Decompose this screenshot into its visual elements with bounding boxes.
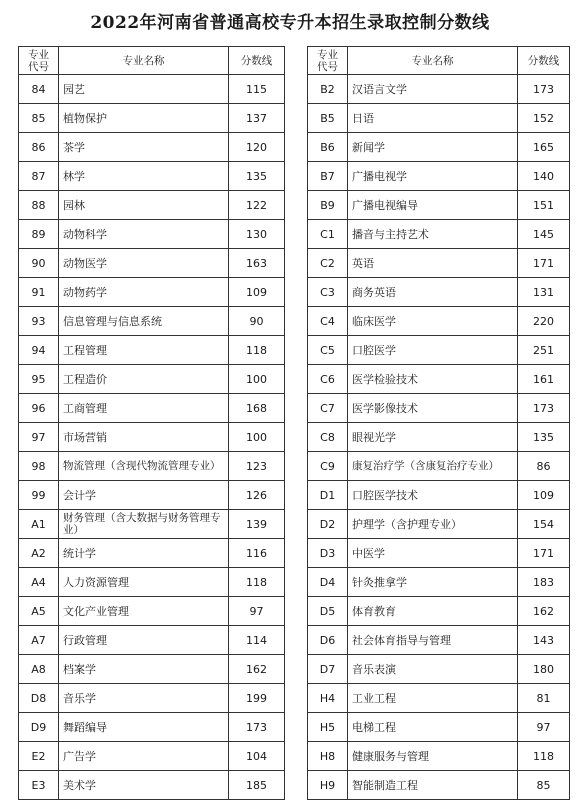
score-cell: 139 [229, 510, 285, 539]
major-code-cell: 86 [19, 133, 59, 162]
major-name-cell: 行政管理 [59, 626, 229, 655]
score-cell: 122 [229, 191, 285, 220]
score-cell: 131 [518, 278, 570, 307]
score-cell: 97 [518, 713, 570, 742]
header-major-name: 专业名称 [348, 47, 518, 75]
major-name-cell: 康复治疗学（含康复治疗专业） [348, 452, 518, 481]
major-name-cell: 工商管理 [59, 394, 229, 423]
major-code-cell: A4 [19, 568, 59, 597]
major-code-cell: 99 [19, 481, 59, 510]
score-cell: 199 [229, 684, 285, 713]
major-code-cell: B9 [308, 191, 348, 220]
table-row [308, 278, 570, 307]
major-name-cell: 动物科学 [59, 220, 229, 249]
major-name-cell: 广告学 [59, 742, 229, 771]
major-code-cell: E2 [19, 742, 59, 771]
major-name-cell: 英语 [348, 249, 518, 278]
score-table-left [18, 46, 285, 800]
table-row [308, 394, 570, 423]
table-row [19, 278, 285, 307]
table-row [19, 713, 285, 742]
major-code-cell: B6 [308, 133, 348, 162]
major-code-cell: C3 [308, 278, 348, 307]
table-row [19, 626, 285, 655]
major-name-cell: 体育教育 [348, 597, 518, 626]
major-name-cell: 医学检验技术 [348, 365, 518, 394]
major-code-cell: 88 [19, 191, 59, 220]
major-name-cell: 口腔医学技术 [348, 481, 518, 510]
score-cell: 120 [229, 133, 285, 162]
score-cell: 145 [518, 220, 570, 249]
major-name-cell: 日语 [348, 104, 518, 133]
major-code-cell: 93 [19, 307, 59, 336]
table-row [308, 481, 570, 510]
table-row [19, 539, 285, 568]
major-name-cell: 物流管理（含现代物流管理专业） [59, 452, 229, 481]
major-code-cell: C5 [308, 336, 348, 365]
table-row [19, 133, 285, 162]
table-row [19, 220, 285, 249]
score-cell: 168 [229, 394, 285, 423]
score-cell: 86 [518, 452, 570, 481]
major-code-cell: H5 [308, 713, 348, 742]
score-cell: 140 [518, 162, 570, 191]
major-name-cell: 播音与主持艺术 [348, 220, 518, 249]
major-name-cell: 智能制造工程 [348, 771, 518, 800]
major-code-cell: C4 [308, 307, 348, 336]
major-name-cell: 财务管理（含大数据与财务管理专业） [59, 510, 229, 539]
table-row [308, 104, 570, 133]
major-code-cell: D4 [308, 568, 348, 597]
major-name-cell: 舞蹈编导 [59, 713, 229, 742]
major-name-cell: 社会体育指导与管理 [348, 626, 518, 655]
major-name-cell: 林学 [59, 162, 229, 191]
table-row [19, 307, 285, 336]
score-cell: 118 [229, 336, 285, 365]
score-cell: 173 [518, 394, 570, 423]
major-code-cell: B2 [308, 75, 348, 104]
score-cell: 123 [229, 452, 285, 481]
score-cell: 126 [229, 481, 285, 510]
major-name-cell: 档案学 [59, 655, 229, 684]
score-cell: 115 [229, 75, 285, 104]
major-name-cell: 市场营销 [59, 423, 229, 452]
table-header-row [19, 47, 285, 75]
major-code-cell: C6 [308, 365, 348, 394]
major-name-cell: 健康服务与管理 [348, 742, 518, 771]
score-cell: 163 [229, 249, 285, 278]
table-row [308, 626, 570, 655]
table-row [19, 742, 285, 771]
major-code-cell: D6 [308, 626, 348, 655]
major-name-cell: 临床医学 [348, 307, 518, 336]
major-code-cell: 95 [19, 365, 59, 394]
major-name-cell: 人力资源管理 [59, 568, 229, 597]
major-code-cell: D8 [19, 684, 59, 713]
table-row [308, 655, 570, 684]
score-cell: 173 [518, 75, 570, 104]
header-score: 分数线 [518, 47, 570, 75]
major-code-cell: A7 [19, 626, 59, 655]
major-name-cell: 文化产业管理 [59, 597, 229, 626]
major-code-cell: 87 [19, 162, 59, 191]
major-code-cell: B7 [308, 162, 348, 191]
table-row [308, 133, 570, 162]
major-code-cell: 91 [19, 278, 59, 307]
major-name-cell: 植物保护 [59, 104, 229, 133]
major-name-cell: 音乐表演 [348, 655, 518, 684]
major-name-cell: 园艺 [59, 75, 229, 104]
major-code-cell: D9 [19, 713, 59, 742]
table-row [19, 336, 285, 365]
major-name-cell: 电梯工程 [348, 713, 518, 742]
score-cell: 85 [518, 771, 570, 800]
table-row [19, 191, 285, 220]
major-name-cell: 美术学 [59, 771, 229, 800]
major-name-cell: 广播电视学 [348, 162, 518, 191]
score-table-right [307, 46, 570, 800]
major-code-cell: H4 [308, 684, 348, 713]
score-cell: 104 [229, 742, 285, 771]
major-code-cell: 84 [19, 75, 59, 104]
table-row [19, 481, 285, 510]
major-name-cell: 中医学 [348, 539, 518, 568]
header-score: 分数线 [229, 47, 285, 75]
major-name-cell: 新闻学 [348, 133, 518, 162]
major-code-cell: E3 [19, 771, 59, 800]
score-cell: 161 [518, 365, 570, 394]
table-row [19, 75, 285, 104]
score-cell: 118 [229, 568, 285, 597]
header-major-name: 专业名称 [59, 47, 229, 75]
table-row [308, 191, 570, 220]
table-row [19, 510, 285, 539]
table-row [308, 742, 570, 771]
score-cell: 100 [229, 423, 285, 452]
table-row [19, 162, 285, 191]
score-cell: 183 [518, 568, 570, 597]
score-cell: 173 [229, 713, 285, 742]
score-cell: 151 [518, 191, 570, 220]
score-cell: 109 [229, 278, 285, 307]
table-row [308, 771, 570, 800]
table-row [308, 220, 570, 249]
major-name-cell: 商务英语 [348, 278, 518, 307]
major-code-cell: 85 [19, 104, 59, 133]
table-row [308, 452, 570, 481]
score-cell: 251 [518, 336, 570, 365]
table-row [19, 597, 285, 626]
table-row [308, 423, 570, 452]
header-major-code: 专业 代号 [308, 47, 348, 75]
score-cell: 116 [229, 539, 285, 568]
major-name-cell: 广播电视编导 [348, 191, 518, 220]
major-name-cell: 工业工程 [348, 684, 518, 713]
major-code-cell: A5 [19, 597, 59, 626]
major-code-cell: B5 [308, 104, 348, 133]
score-cell: 97 [229, 597, 285, 626]
score-cell: 109 [518, 481, 570, 510]
major-code-cell: A1 [19, 510, 59, 539]
major-code-cell: C2 [308, 249, 348, 278]
major-name-cell: 护理学（含护理专业） [348, 510, 518, 539]
table-row [19, 655, 285, 684]
score-cell: 180 [518, 655, 570, 684]
table-row [308, 307, 570, 336]
table-row [308, 249, 570, 278]
table-row [19, 104, 285, 133]
table-row [308, 568, 570, 597]
score-cell: 171 [518, 249, 570, 278]
major-code-cell: D5 [308, 597, 348, 626]
score-cell: 90 [229, 307, 285, 336]
score-cell: 143 [518, 626, 570, 655]
major-code-cell: C1 [308, 220, 348, 249]
page-title: 2022年河南省普通高校专升本招生录取控制分数线 [90, 13, 490, 33]
score-cell: 162 [518, 597, 570, 626]
major-name-cell: 动物药学 [59, 278, 229, 307]
score-cell: 135 [229, 162, 285, 191]
score-cell: 185 [229, 771, 285, 800]
table-row [19, 452, 285, 481]
score-cell: 154 [518, 510, 570, 539]
score-cell: 220 [518, 307, 570, 336]
score-cell: 171 [518, 539, 570, 568]
table-row [19, 249, 285, 278]
score-cell: 114 [229, 626, 285, 655]
score-cell: 100 [229, 365, 285, 394]
table-row [308, 336, 570, 365]
table-row [308, 684, 570, 713]
table-row [19, 771, 285, 800]
score-cell: 137 [229, 104, 285, 133]
major-name-cell: 工程造价 [59, 365, 229, 394]
table-row [308, 365, 570, 394]
table-row [19, 423, 285, 452]
table-row [19, 394, 285, 423]
score-cell: 130 [229, 220, 285, 249]
table-row [308, 539, 570, 568]
major-code-cell: D1 [308, 481, 348, 510]
table-header-row [308, 47, 570, 75]
score-cell: 162 [229, 655, 285, 684]
major-name-cell: 医学影像技术 [348, 394, 518, 423]
major-name-cell: 工程管理 [59, 336, 229, 365]
major-name-cell: 动物医学 [59, 249, 229, 278]
major-name-cell: 口腔医学 [348, 336, 518, 365]
table-row [19, 365, 285, 394]
major-name-cell: 统计学 [59, 539, 229, 568]
major-code-cell: D7 [308, 655, 348, 684]
major-code-cell: 96 [19, 394, 59, 423]
major-name-cell: 茶学 [59, 133, 229, 162]
major-name-cell: 汉语言文学 [348, 75, 518, 104]
major-code-cell: C7 [308, 394, 348, 423]
major-name-cell: 会计学 [59, 481, 229, 510]
score-cell: 152 [518, 104, 570, 133]
major-code-cell: A2 [19, 539, 59, 568]
major-code-cell: D2 [308, 510, 348, 539]
major-code-cell: H8 [308, 742, 348, 771]
score-cell: 118 [518, 742, 570, 771]
table-row [19, 684, 285, 713]
major-code-cell: 90 [19, 249, 59, 278]
major-code-cell: 98 [19, 452, 59, 481]
major-code-cell: 97 [19, 423, 59, 452]
table-row [308, 75, 570, 104]
major-code-cell: D3 [308, 539, 348, 568]
table-row [308, 713, 570, 742]
major-name-cell: 信息管理与信息系统 [59, 307, 229, 336]
table-row [308, 597, 570, 626]
score-cell: 81 [518, 684, 570, 713]
table-row [308, 162, 570, 191]
table-row [19, 568, 285, 597]
major-name-cell: 园林 [59, 191, 229, 220]
major-code-cell: C8 [308, 423, 348, 452]
header-major-code: 专业 代号 [19, 47, 59, 75]
major-code-cell: 89 [19, 220, 59, 249]
major-name-cell: 针灸推拿学 [348, 568, 518, 597]
major-code-cell: A8 [19, 655, 59, 684]
major-code-cell: C9 [308, 452, 348, 481]
table-row [308, 510, 570, 539]
major-name-cell: 音乐学 [59, 684, 229, 713]
major-code-cell: H9 [308, 771, 348, 800]
major-code-cell: 94 [19, 336, 59, 365]
score-cell: 135 [518, 423, 570, 452]
score-cell: 165 [518, 133, 570, 162]
major-name-cell: 眼视光学 [348, 423, 518, 452]
